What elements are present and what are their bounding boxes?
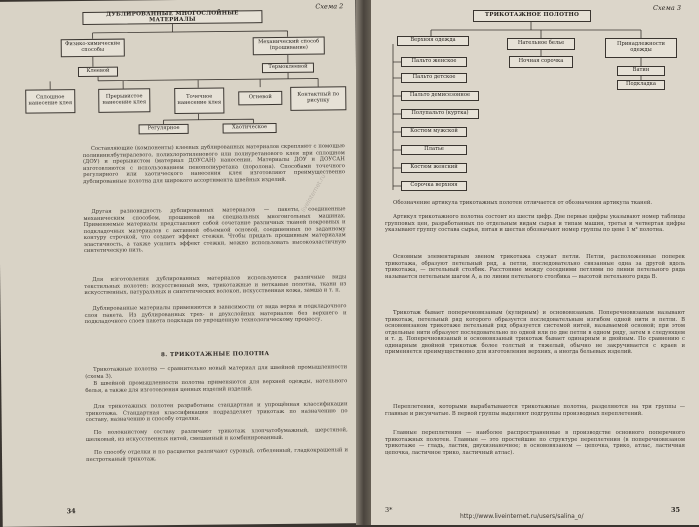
paragraph-4: Дублированные материалы применяются в зависимости от вида верха и подкладочного слоя пакета. Из дублированных трех- и двухслойных материалов без верхнего и подкладочного слоев пакета подклада по упрощенную технологическому процессу. — [84, 303, 347, 325]
box-night: Ночная сорочка — [509, 56, 573, 68]
paragraph-1: Составляющие (компоненты) клеевых дублированных материалов скрепляют с помощью поливинилбутиралевого, полихлорэтиленового или полиуретанового клея при сплошном (ДОУ) и прерывистом (материал ДОУСАН) нанесении. Материалы ДОУ и ДОУСАН изготовляются с использованием пенополиуретана (поролона). Способами точечного регулярного или хаотического нанесения клея изготовляют преимущественно дублированные полотна для широкого ассортимента швейных изделий. — [82, 143, 346, 185]
r-paragraph-5: Переплетения, которыми вырабатываются трикотажные полотна, разделяются на три группы — главные и рисунчатые. В первой группы выделяют подгруппы производных переплетений. — [385, 404, 685, 417]
box-outer-2: Пальто детское — [401, 73, 467, 83]
r-paragraph-3: Основным элементарным звеном трикотажа служат петли. Петли, расположенные поперек трикотажа, образуют петельный ряд, а петли, последовательно связанные одна за другой вдоль трикотажа, — петельный столбик. Расстояние между соседними петлями по линии петельного ряда называется петельным шагом А, а по линии петельного столбика — высотой петельного ряда В. — [385, 254, 685, 280]
box-solid: Сплошное нанесение клея — [25, 89, 75, 114]
page-signature: 3* — [385, 506, 393, 514]
box-glue: Клеевой — [78, 67, 118, 77]
box-mech-method: Механический способ (прошивание) — [253, 36, 325, 55]
box-outer-3: Пальто демисезонное — [401, 91, 479, 101]
r-paragraph-1: Обозначение артикула трикотажных полотен отличается от обозначения артикула тканей. — [393, 200, 653, 206]
right-page — [371, 0, 699, 525]
box-outer-4: Полупальто (куртка) — [401, 109, 479, 119]
box-physchem-method: Физико-химические способы — [61, 39, 125, 58]
paragraph-3: Для изготовления дублированных материалов используются различные виды текстильных полотен: искусственный мех, трикотажные и нетканые полотна, ткани из искусственных, натуральных и синтетических волокон, искусственная кожа, замша и т. п. — [84, 274, 347, 296]
box-fire: Огневой — [238, 91, 282, 105]
box-gloves: Ватин — [617, 66, 665, 76]
paragraph-2: Другая разновидность дублированных материалов — пакеты, соединенные механическим способом, прошивкой на специальных многоигольных машинах. Применяемые материалы представляют собой сочетание различных тканей покровных и подкладочных материалов с активной объемной основой, соединенных по заданному контуру строчкой, что создает эффект стежки. Чтобы придать прошивным материалам эластичность, а также усилить эффект стежки, можно использовать высокоэластичную синтетическую нить. — [83, 206, 346, 254]
schema-label: Схема 2 — [315, 2, 344, 11]
box-accessories: Принадлежности одежды — [605, 38, 677, 58]
box-outer-7: Костюм женский — [401, 163, 467, 173]
watermark-url: http://www.liveinternet.ru/users/salina_o/ — [460, 513, 584, 520]
page-number-right: 35 — [671, 506, 681, 514]
box-point: Точечное нанесение клея — [174, 88, 224, 115]
box-outer-0: Верхняя одежда — [397, 36, 469, 46]
box-outer-6: Платье — [401, 145, 467, 155]
diagram-title-right: ТРИКОТАЖНОЕ ПОЛОТНО — [473, 10, 591, 22]
box-outer-5: Костюм мужской — [401, 127, 467, 137]
box-regular: Регулярное — [139, 124, 189, 135]
box-thermo: Термоклеевой — [262, 63, 314, 74]
paragraph-6: В швейной промышленности полотна применяются для верхней одежды, нательного белья, а также для изготовления ценных изделий изделий. — [85, 378, 348, 394]
r-paragraph-2: Артикул трикотажного полотна состоит из шести цифр. Две первые цифры указывают номер таблицы групповых цен, разработанных по отдельным видам сырья и типам машин, третья и четвертая цифры указывают группу состава сырья, пятая и шестая обозначают номер группы по цене 1 м² полотна. — [385, 214, 685, 233]
box-linen: Нательное белье — [507, 38, 575, 50]
diagram-title: ДУБЛИРОВАННЫЕ МНОГОСЛОЙНЫЕ МАТЕРИАЛЫ — [82, 10, 262, 25]
box-interrupted: Прерывистое нанесение клея — [98, 88, 150, 113]
paragraph-8: По волокнистому составу различают трикотаж хлопчатобумажный, шерстяной, шелковый, из искусственных нитей, смешанный и комбинированный. — [85, 427, 348, 443]
box-outer-8: Сорочка верхняя — [401, 181, 467, 191]
r-paragraph-4: Трикотаж бывает поперечновязаным (кулирным) и основовязаным. Поперечновязаным называют трикотаж, петельный ряд которого образуется последовательным изгибом одной нити в петли. В основовязаном трикотаже петельный ряд образуется системой нитей, называемой основой; при этом отдельные нити образуют последовательно по одной или по две петли в одном ряду, затем в следующем и т. д. Поперечновязаный и основовязаный трикотаж бывает одинарным и двойным. По сравнению с одинарным двойной трикотаж более толстый и тяжелый, обычно не закручивается с краев и применяется преимущественно для изготовления верхних, а иногда бельевых изделий. — [385, 310, 685, 355]
page-number-left: 34 — [66, 507, 76, 516]
r-paragraph-6: Главные переплетения — наиболее распространенные в производстве основного поперечного трикотажных полотен. Главные — это простейшие по структуре переплетения (в поперечновязаном трикотаже — гладь, ластик, двухизнаночное; в основовязаном — цепочка, трико, атлас, ластичная цепочка, ластичное трико, ластичный атлас). — [385, 430, 685, 456]
schema-label-right: Схема 3 — [653, 4, 681, 12]
box-lining: Подкладка — [617, 80, 665, 90]
paragraph-5: Трикотажные полотна — сравнительно новый материал для швейной промышленности (схема 3). — [85, 364, 348, 380]
box-outer-1: Пальто женское — [401, 57, 467, 67]
paragraph-9: По способу отделки и по расцветке различают суровый, отбеленный, гладкокрашеный и пестротканый трикотаж. — [86, 447, 349, 463]
box-contact: Контактный по рисунку — [290, 86, 346, 111]
section-title: 8. ТРИКОТАЖНЫЕ ПОЛОТНА — [160, 351, 270, 359]
watermark-diagonal: liveinternet.ru — [300, 173, 328, 214]
paragraph-7: Для трикотажных полотен разработаны стандартная и упрощённая классификации трикотажа. Стандартная классификация подразделяет трикотаж по назначению по составу, назначению и способу отделки. — [85, 401, 348, 423]
box-chaotic: Хаотическое — [223, 123, 277, 134]
